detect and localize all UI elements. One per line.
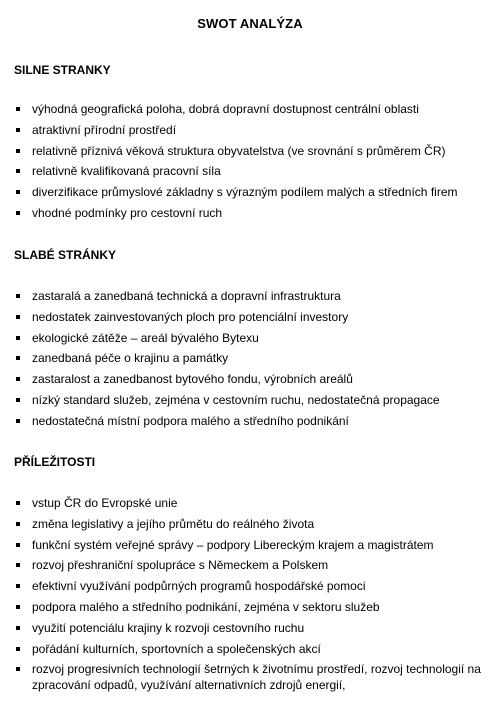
section-heading-strengths: SILNE STRANKY [14, 63, 111, 77]
bullet-icon [16, 128, 20, 132]
list-item-text: rozvoj progresivních technologií šetrných k životnímu prostředí, rozvoj technologií na zpracování odpadů, využívání alternativních zdrojů energií, [32, 662, 481, 693]
bullet-icon [16, 211, 20, 215]
list-item-text: využití potenciálu krajiny k rozvoji cestovního ruchu [32, 620, 305, 635]
bullet-icon [16, 584, 20, 588]
list-item-text: relativně příznivá věková struktura obyvatelstva (ve srovnání s průměrem ČR) [32, 143, 446, 158]
list-item [0, 309, 500, 325]
list-item-text: zastaralá a zanedbaná technická a dopravní infrastruktura [32, 289, 341, 303]
bullet-icon [16, 149, 20, 153]
bullet-icon [16, 419, 20, 423]
list-item-text: zanedbaná péče o krajinu a památky [32, 351, 229, 366]
bullet-icon [16, 667, 20, 671]
section-heading-weaknesses: SLABÉ STRÁNKY [14, 248, 117, 262]
list-item-text: nízký standard služeb, zejména v cestovním ruchu, nedostatečná propagace [32, 392, 440, 407]
bullet-icon [16, 336, 20, 340]
list-item-text: změna legislativy a jejího průmětu do reálného života [32, 516, 315, 531]
list-item [0, 516, 500, 532]
list-item [0, 184, 500, 200]
list-item-text: efektivní využívání podpůrných programů hospodářské pomoci [32, 579, 366, 594]
list-item-text: rozvoj přeshraniční spolupráce s Německem a Polskem [32, 558, 329, 573]
list-item-text: vhodné podmínky pro cestovní ruch [32, 205, 223, 220]
list-item [0, 163, 500, 179]
bullet-icon [16, 190, 20, 194]
list-item-text: podpora malého a středního podnikání, zejména v sektoru služeb [32, 599, 380, 614]
bullet-icon [16, 605, 20, 609]
bullet-icon [16, 398, 20, 402]
bullet-icon [16, 647, 20, 651]
strengths-list [0, 101, 500, 226]
list-item [0, 371, 500, 387]
bullet-icon [16, 543, 20, 547]
weaknesses-list [0, 288, 500, 434]
list-item [0, 143, 500, 159]
list-item [0, 392, 500, 408]
list-item-text: atraktivní přírodní prostředí [32, 122, 177, 137]
list-item [0, 557, 500, 573]
list-item [0, 661, 500, 693]
document-title: SWOT ANALÝZA [197, 16, 303, 31]
list-item-text: vstup ČR do Evropské unie [32, 496, 178, 510]
bullet-icon [16, 169, 20, 173]
bullet-icon [16, 315, 20, 319]
bullet-icon [16, 563, 20, 567]
list-item-text: relativně kvalifikovaná pracovní síla [32, 164, 221, 179]
list-item-text: funkční systém veřejné správy – podpory Libereckým krajem a magistrátem [32, 537, 434, 552]
list-item [0, 413, 500, 429]
list-item [0, 495, 500, 511]
bullet-icon [16, 356, 20, 360]
list-item [0, 330, 500, 346]
bullet-icon [16, 501, 20, 505]
list-item [0, 122, 500, 138]
list-item [0, 620, 500, 636]
list-item [0, 537, 500, 553]
list-item [0, 350, 500, 366]
list-item [0, 288, 500, 304]
list-item [0, 641, 500, 657]
bullet-icon [16, 107, 20, 111]
list-item [0, 599, 500, 615]
bullet-icon [16, 377, 20, 381]
opportunities-list [0, 495, 500, 698]
list-item-text: pořádání kulturních, sportovních a společenských akcí [32, 641, 321, 656]
list-item-text: výhodná geografická poloha, dobrá dopravní dostupnost centrální oblasti [32, 102, 419, 116]
list-item-text: nedostatečná místní podpora malého a středního podnikání [32, 413, 349, 428]
list-item-text: zastaralost a zanedbanost bytového fondu, výrobních areálů [32, 372, 353, 387]
list-item-text: nedostatek zainvestovaných ploch pro potenciální investory [32, 309, 349, 324]
section-heading-opportunities: PŘÍLEŽITOSTI [14, 455, 96, 469]
list-item [0, 101, 500, 117]
list-item-text: ekologické zátěže – areál bývalého Bytexu [32, 330, 259, 345]
bullet-icon [16, 626, 20, 630]
bullet-icon [16, 294, 20, 298]
list-item [0, 578, 500, 594]
list-item-text: diverzifikace průmyslové základny s výrazným podílem malých a středních firem [32, 185, 458, 200]
list-item [0, 205, 500, 221]
bullet-icon [16, 522, 20, 526]
